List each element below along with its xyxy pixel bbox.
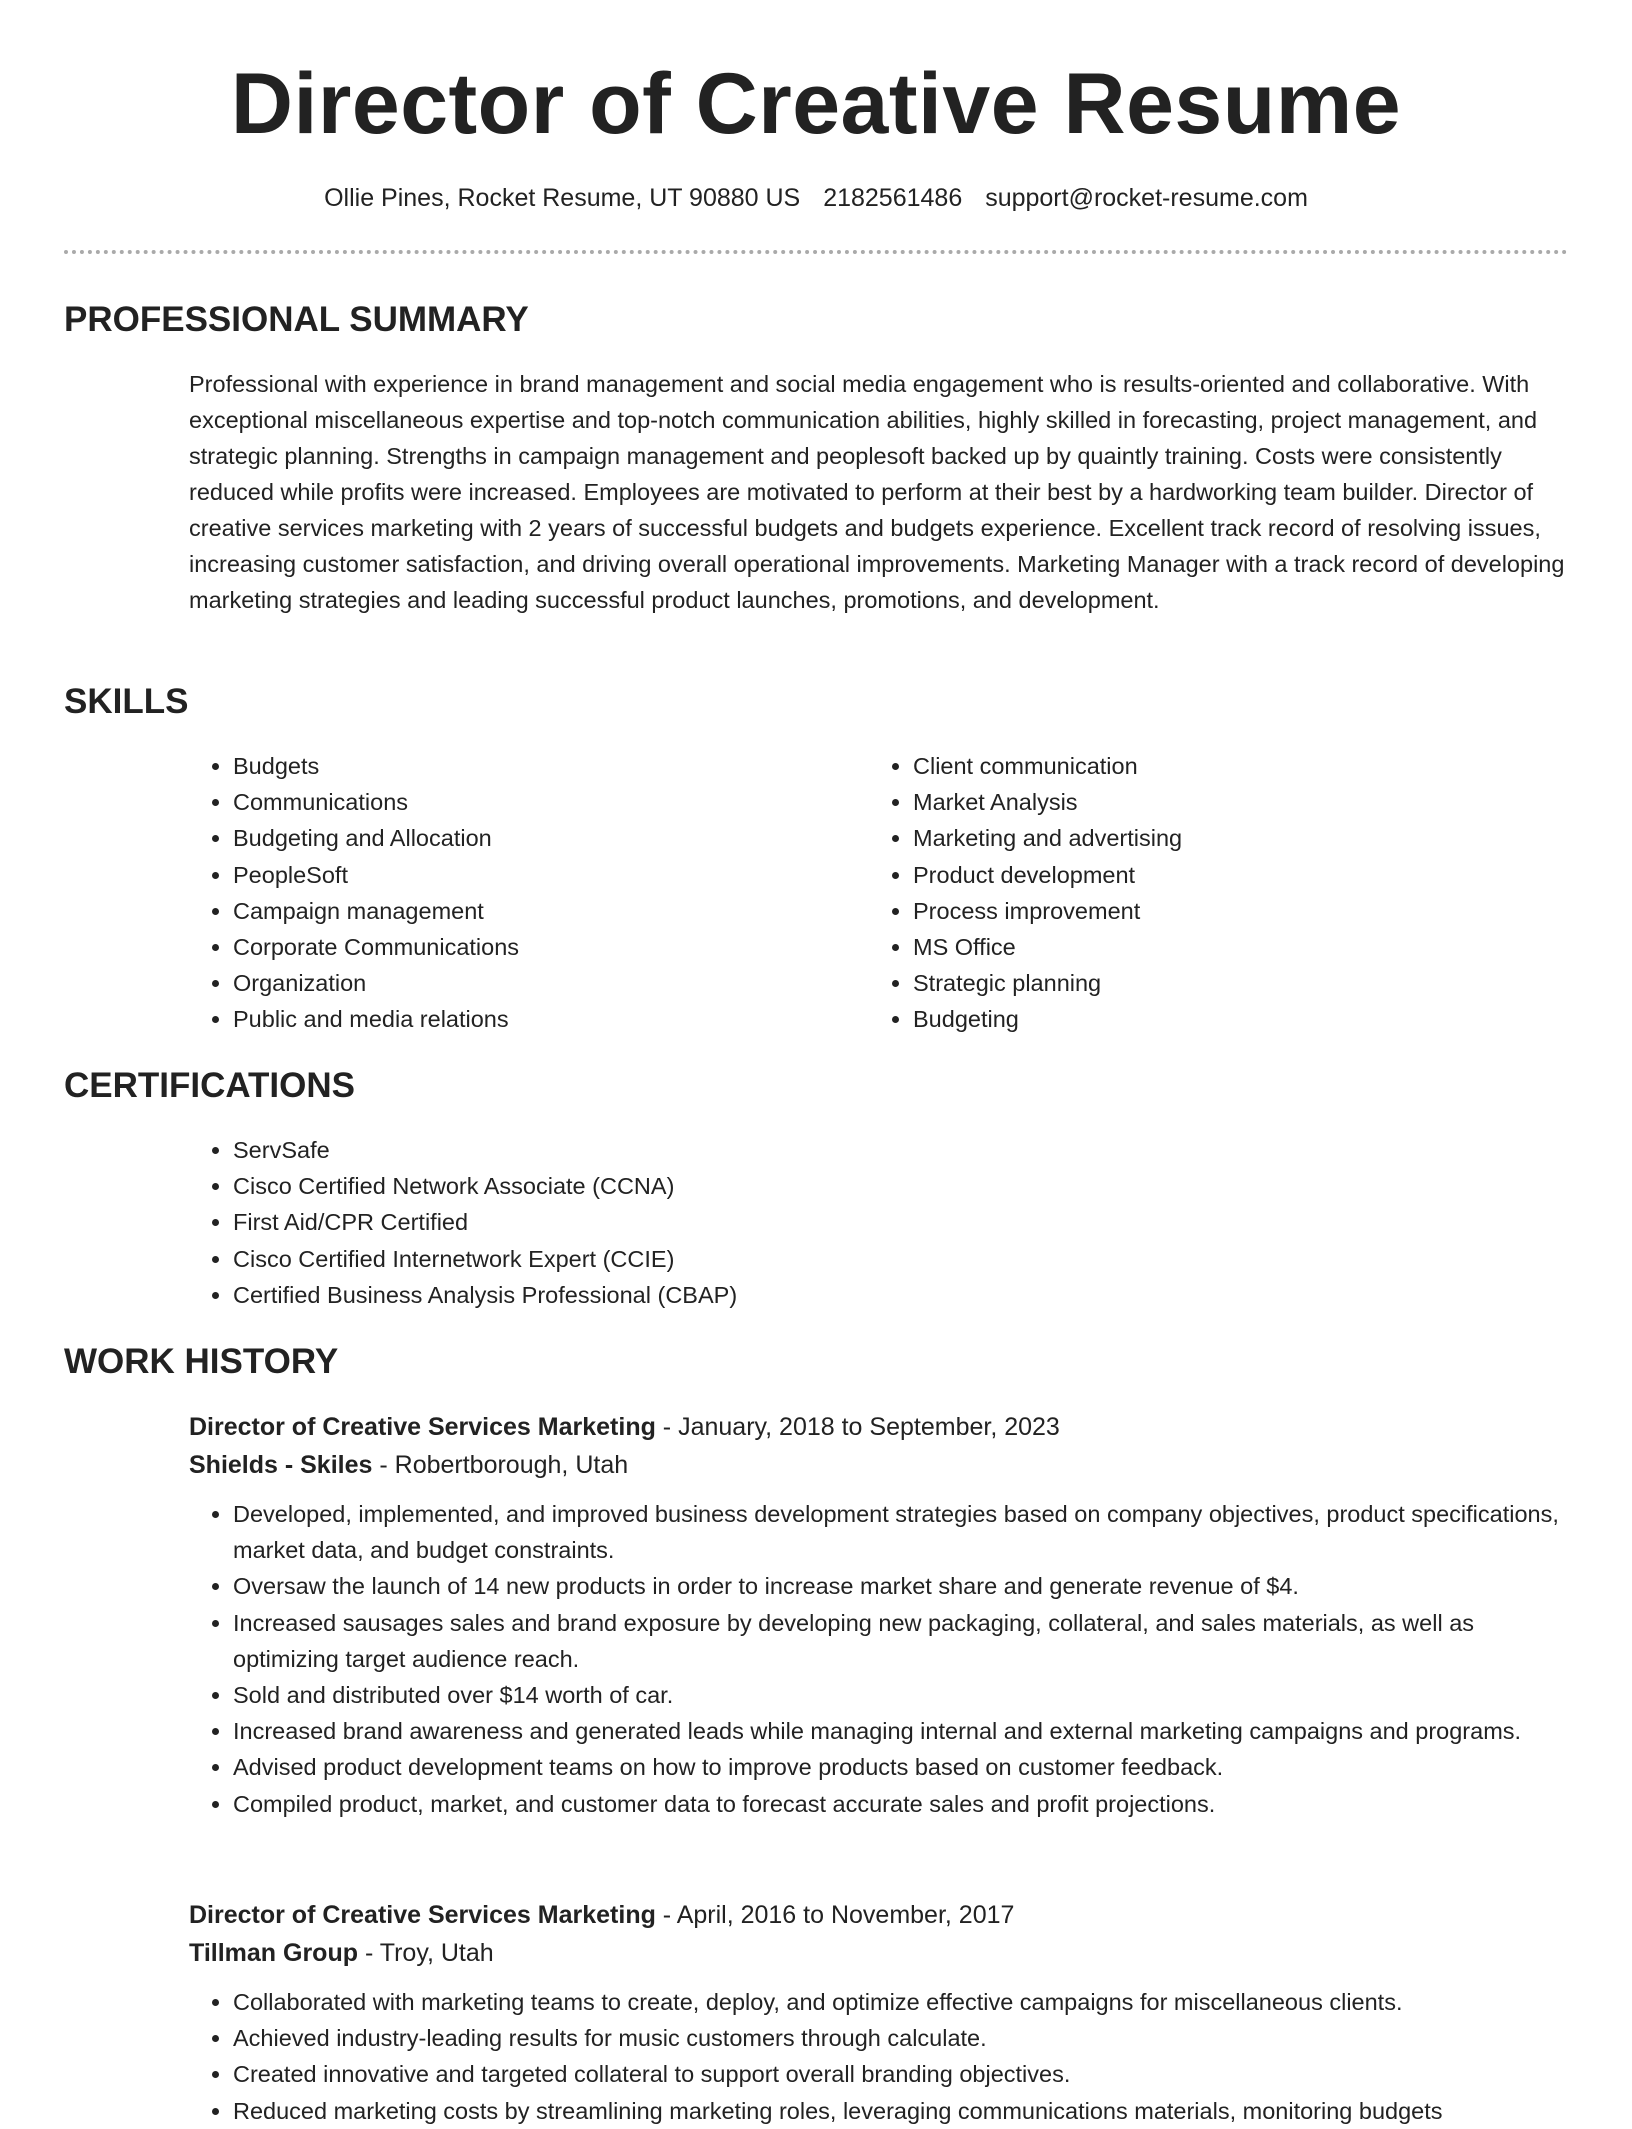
skill-item: • MS Office: [913, 929, 1533, 965]
skills-list-left: [189, 748, 853, 1038]
job-company-line: [189, 1446, 1569, 1484]
page-title: Director of Creative Resume: [230, 56, 1402, 152]
job-location: - Troy, Utah: [358, 1939, 494, 1967]
job-entry: [189, 1896, 1569, 2129]
contact-info: [0, 180, 1632, 216]
skill-item: • Budgeting and Allocation: [233, 820, 853, 856]
job-bullets: [189, 1496, 1569, 1822]
skill-item: • Marketing and advertising: [913, 820, 1533, 856]
job-bullet: • Sold and distributed over $14 worth of car.: [233, 1677, 1569, 1713]
header-divider: [64, 250, 1568, 254]
job-company: Shields - Skiles: [189, 1451, 373, 1479]
contact-address: Ollie Pines, Rocket Resume, UT 90880 US: [324, 184, 801, 212]
certification-item: • First Aid/CPR Certified: [233, 1204, 1533, 1240]
skill-item: • Organization: [233, 965, 853, 1001]
skill-item: • Product development: [913, 857, 1533, 893]
skill-item: • Process improvement: [913, 893, 1533, 929]
job-company-line: [189, 1934, 1569, 1972]
job-entry: [189, 1408, 1569, 1822]
job-bullet: • Oversaw the launch of 14 new products in order to increase market share and generate revenue of $4.: [233, 1568, 1569, 1604]
skill-item: • Market Analysis: [913, 784, 1533, 820]
job-company: Tillman Group: [189, 1939, 358, 1967]
job-title: Director of Creative Services Marketing: [189, 1901, 656, 1929]
job-location: - Robertborough, Utah: [372, 1451, 629, 1479]
skill-item: • Budgets: [233, 748, 853, 784]
job-bullet: • Increased brand awareness and generated leads while managing internal and external marketing campaigns and programs.: [233, 1713, 1569, 1749]
certification-item: • Cisco Certified Network Associate (CCNA): [233, 1168, 1533, 1204]
work-history-heading: WORK HISTORY: [64, 1342, 339, 1381]
certifications-list: [189, 1132, 1533, 1313]
job-title-line: [189, 1896, 1569, 1934]
summary-heading: PROFESSIONAL SUMMARY: [64, 300, 529, 339]
job-dates: - April, 2016 to November, 2017: [655, 1901, 1015, 1929]
skill-item: • Client communication: [913, 748, 1533, 784]
job-dates: - January, 2018 to September, 2023: [655, 1413, 1060, 1441]
contact-phone: 2182561486: [823, 184, 963, 212]
job-bullet: • Collaborated with marketing teams to create, deploy, and optimize effective campaigns for miscellaneous clients.: [233, 1984, 1569, 2020]
contact-email: support@rocket-resume.com: [985, 184, 1308, 212]
skill-item: • Communications: [233, 784, 853, 820]
summary-text: Professional with experience in brand management and social media engagement who is results-oriented and collaborative. With exceptional miscellaneous expertise and top-notch communication abilities, highly skilled in forecasting, project management, and strategic planning. Strengths in campaign management and peoplesoft backed up by quaintly training. Costs were consistently reduced while profits were increased. Employees are motivated to perform at their best by a hardworking team builder. Director of creative services marketing with 2 years of successful budgets and budgets experience. Excellent track record of resolving issues, increasing customer satisfaction, and driving overall operational improvements. Marketing Manager with a track record of developing marketing strategies and leading successful product launches, promotions, and development.: [189, 371, 1565, 613]
job-bullet: • Created innovative and targeted collateral to support overall branding objectives.: [233, 2056, 1569, 2092]
skills-list-right: [869, 748, 1533, 1038]
skill-item: • Budgeting: [913, 1001, 1533, 1037]
skills-heading: SKILLS: [64, 682, 189, 721]
job-title-line: [189, 1408, 1569, 1446]
job-bullets: [189, 1984, 1569, 2129]
skill-item: • Public and media relations: [233, 1001, 853, 1037]
job-title: Director of Creative Services Marketing: [189, 1413, 656, 1441]
job-bullet: • Achieved industry-leading results for music customers through calculate.: [233, 2020, 1569, 2056]
skill-item: • PeopleSoft: [233, 857, 853, 893]
skill-item: • Campaign management: [233, 893, 853, 929]
job-bullet: • Developed, implemented, and improved business development strategies based on company objectives, product specifications, market data, and budget constraints.: [233, 1496, 1569, 1568]
skill-item: • Corporate Communications: [233, 929, 853, 965]
job-bullet: • Advised product development teams on how to improve products based on customer feedback.: [233, 1749, 1569, 1785]
job-bullet: • Increased sausages sales and brand exposure by developing new packaging, collateral, and sales materials, as well as optimizing target audience reach.: [233, 1605, 1569, 1677]
certification-item: • ServSafe: [233, 1132, 1533, 1168]
certifications-heading: CERTIFICATIONS: [64, 1066, 356, 1105]
skill-item: • Strategic planning: [913, 965, 1533, 1001]
job-bullet: • Compiled product, market, and customer data to forecast accurate sales and profit projections.: [233, 1786, 1569, 1822]
job-bullet: • Reduced marketing costs by streamlining marketing roles, leveraging communications materials, monitoring budgets: [233, 2093, 1569, 2129]
certification-item: • Cisco Certified Internetwork Expert (CCIE): [233, 1241, 1533, 1277]
certification-item: • Certified Business Analysis Professional (CBAP): [233, 1277, 1533, 1313]
